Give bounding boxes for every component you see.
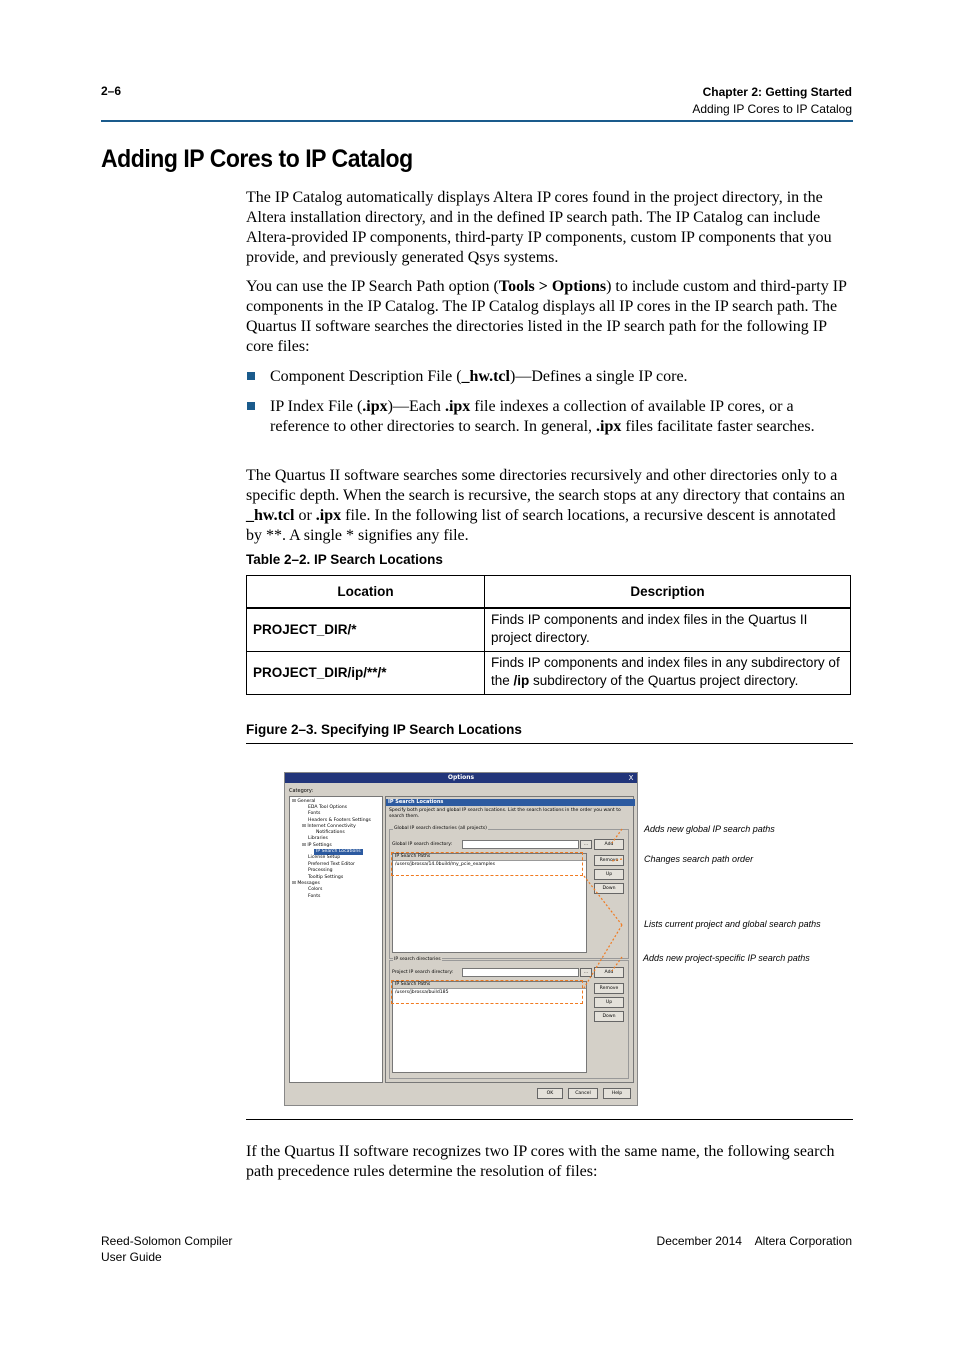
cancel-button[interactable]: Cancel (568, 1088, 598, 1099)
callout-line (612, 829, 622, 843)
panel-description: Specify both project and global IP search locations. List the search locations in the order you want to search them. (389, 808, 621, 819)
global-browse-button[interactable]: ... (580, 840, 592, 849)
tree-item: Headers & Footers Settings (308, 818, 371, 823)
intro-paragraph: The IP Catalog automatically displays Altera IP cores found in the project directory, in the Altera installation directory, and in the defined IP search path. The IP Catalog can include Altera-provided IP components, third-party IP components, custom IP components that you provide, and previously generated Qsys systems. (246, 189, 832, 266)
tree-item: ⊟ Internet Connectivity (302, 824, 356, 829)
project-down-button[interactable]: Down (594, 1011, 624, 1022)
list-header: IP Search Paths (393, 982, 586, 989)
header-rule (101, 120, 853, 122)
recursive-paragraph: The Quartus II software searches some directories recursively and other directories only to a specific depth. When the search is recursive, the search stops at any directory that contains an _hw.tcl or .ipx file. In the following list of search locations, a recursive descent is annotated by **. A single * signifies any file. (246, 467, 846, 544)
figure-rule-top (246, 743, 853, 744)
ip-search-locations-table (246, 575, 851, 695)
callout-add-global: Adds new global IP search paths (644, 824, 775, 834)
category-tree (289, 796, 383, 1083)
list-item[interactable]: /users/jbrossa/14.0build/my_pcie_examples (395, 862, 496, 867)
running-header (692, 84, 852, 118)
group-label: IP search directories (394, 957, 441, 962)
footer-left (101, 1233, 232, 1265)
table-row (247, 651, 851, 694)
tree-item: Notifications (316, 830, 345, 835)
project-dir-label: Project IP search directory: (392, 970, 454, 975)
panel-title: IP Search Locations (386, 799, 635, 806)
tree-item: Tooltip Settings (308, 875, 344, 880)
list-header: IP Search Paths (393, 854, 586, 861)
table-cell-description: Finds IP components and index files in the Quartus II project directory. (485, 608, 851, 651)
tree-item: EDA Tool Options (308, 805, 348, 810)
bullet-ipx: IP Index File (.ipx)—Each .ipx file indexes a collection of available IP cores, or a reference to other directories to search. In general, .ipx files facilitate faster searches. (246, 397, 854, 437)
table-caption: Table 2–2. IP Search Locations (246, 552, 443, 567)
doc-type: User Guide (101, 1250, 162, 1264)
menu-path: Tools > Options (498, 278, 607, 295)
table-cell-location: PROJECT_DIR/* (247, 608, 485, 651)
callout-order: Changes search path order (644, 854, 754, 864)
tree-item: Fonts (308, 894, 321, 899)
column-header: Location (247, 576, 485, 609)
tree-item: Libraries (308, 836, 328, 841)
bullet-hw-tcl: Component Description File (_hw.tcl)—Defines a single IP core. (246, 367, 854, 387)
figure-rule-bottom (246, 1119, 853, 1120)
table-cell-location: PROJECT_DIR/ip/**/* (247, 651, 485, 694)
callout-connectors (560, 815, 640, 995)
table-row (247, 608, 851, 651)
callout-line (584, 876, 622, 925)
bullet-marker (247, 372, 255, 380)
global-remove-button[interactable]: Remove (594, 855, 624, 866)
callout-line (612, 859, 622, 861)
project-up-button[interactable]: Up (594, 997, 624, 1008)
global-add-button[interactable]: Add (594, 839, 624, 850)
tree-item-selected: IP Search Locations (316, 849, 361, 854)
highlight-box (391, 980, 583, 1004)
callout-add-project: Adds new project-specific IP search paths (643, 953, 810, 963)
help-button[interactable]: Help (603, 1088, 631, 1099)
global-up-button[interactable]: Up (594, 869, 624, 880)
column-header: Description (485, 576, 851, 609)
tree-item: ⊟ Messages (292, 881, 320, 886)
project-add-button[interactable]: Add (594, 967, 624, 978)
group-label: Global IP search directories (all projects) (394, 826, 487, 831)
search-path-paragraph: You can use the IP Search Path option (Tools > Options) to include custom and third-party IP components in the IP Catalog. The IP Catalog displays all IP cores in the IP search path. The Quartus II software searches the directories listed in the IP search path for the following IP core files: (246, 278, 847, 355)
doc-title: Reed-Solomon Compiler (101, 1234, 233, 1248)
ok-button[interactable]: OK (537, 1088, 563, 1099)
tree-item: Preferred Text Editor (308, 862, 355, 867)
section-title: Adding IP Cores to IP Catalog (692, 102, 852, 116)
tree-item: Fonts (308, 811, 321, 816)
global-down-button[interactable]: Down (594, 883, 624, 894)
tree-item: ⊟ IP Settings (302, 843, 332, 848)
project-remove-button[interactable]: Remove (594, 983, 624, 994)
global-dir-label: Global IP search directory: (392, 842, 453, 847)
highlight-box (391, 852, 583, 876)
page-number: 2–6 (101, 84, 122, 98)
callout-line (584, 925, 622, 988)
chapter-title: Chapter 2: Getting Started (702, 85, 852, 99)
tree-item: Colors (308, 887, 323, 892)
dialog-title-bar: Options (285, 773, 637, 783)
callout-list-paths: Lists current project and global search paths (644, 919, 821, 929)
precedence-paragraph: If the Quartus II software recognizes two IP cores with the same name, the following search path precedence rules determine the resolution of files: (246, 1143, 835, 1180)
bullet-marker (247, 402, 255, 410)
callout-line (612, 957, 622, 971)
project-browse-button[interactable]: ... (580, 968, 592, 977)
figure-caption: Figure 2–3. Specifying IP Search Locations (246, 722, 522, 737)
tree-item: License Setup (308, 855, 341, 860)
category-label: Category: (289, 788, 314, 794)
table-cell-description: Finds IP components and index files in any subdirectory of the /ip subdirectory of the Quartus project directory. (485, 651, 851, 694)
list-item[interactable]: /users/jbrossa/build185 (395, 990, 449, 995)
page-title: Adding IP Cores to IP Catalog (101, 145, 413, 173)
footer-right: December 2014 Altera Corporation (656, 1234, 852, 1248)
tree-item: Processing (308, 868, 333, 873)
table-header-row (247, 576, 851, 609)
close-icon: X (628, 774, 634, 782)
tree-item: ⊟ General (292, 799, 316, 804)
